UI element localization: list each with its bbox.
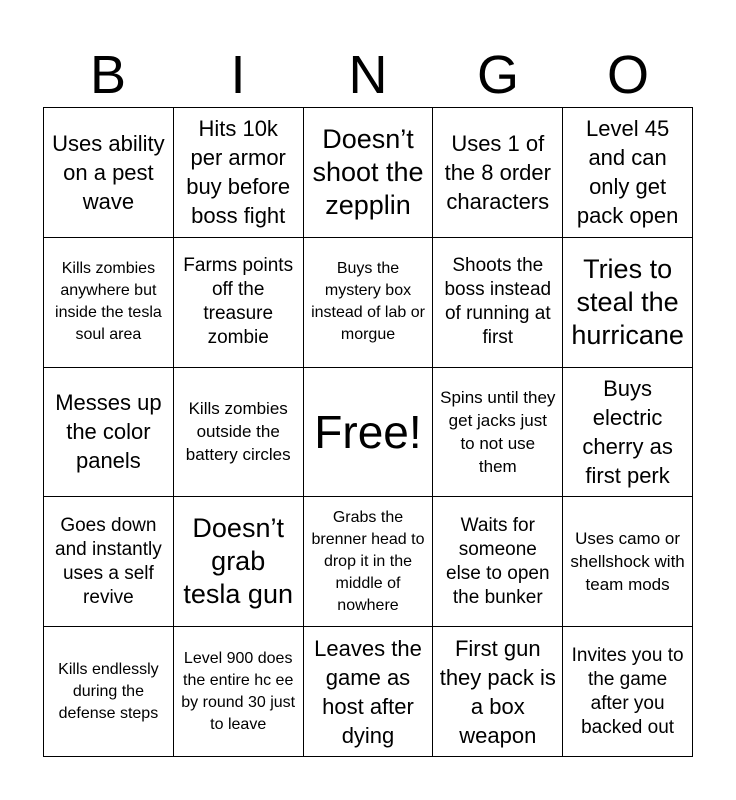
bingo-cell-r4c3[interactable]: [304, 497, 434, 627]
bingo-cell-r1c5[interactable]: [563, 108, 693, 238]
bingo-header: [43, 44, 693, 106]
bingo-cell-r4c1[interactable]: [44, 497, 174, 627]
bingo-cell-r4c2[interactable]: [174, 497, 304, 627]
cell-text: Hits 10k per armor buy before boss fight: [186, 116, 291, 229]
bingo-cell-r4c5[interactable]: [563, 497, 693, 627]
cell-text: Messes up the color panels: [55, 390, 162, 474]
header-letter-o: O: [606, 45, 649, 105]
cell-text: Buys the mystery box instead of lab or morgue: [311, 260, 425, 344]
bingo-cell-r2c1[interactable]: [44, 238, 174, 368]
cell-text: Leaves the game as host after dying: [314, 635, 422, 748]
header-letter-n: N: [348, 45, 388, 105]
cell-text: Uses ability on a pest wave: [52, 130, 165, 214]
cell-text: Doesn’t shoot the zepplin: [312, 123, 424, 220]
bingo-cell-r5c1[interactable]: [44, 627, 174, 757]
header-letter-g: G: [476, 45, 519, 105]
header-letter-b: B: [89, 45, 127, 105]
cell-text: Farms points off the treasure zombie: [183, 255, 294, 349]
cell-text: Doesn’t grab tesla gun: [183, 513, 293, 610]
header-letter-i: I: [230, 45, 246, 105]
bingo-cell-r1c2[interactable]: [174, 108, 304, 238]
bingo-cell-r1c4[interactable]: [433, 108, 563, 238]
cell-text: Invites you to the game after you backed out: [571, 644, 684, 738]
bingo-cell-r4c4[interactable]: [433, 497, 563, 627]
cell-text: Kills zombies anywhere but inside the tesla soul area: [55, 260, 162, 344]
cell-text: Level 900 does the entire hc ee by round 30 just to leave: [181, 649, 296, 733]
bingo-cell-r3c5[interactable]: [563, 368, 693, 498]
bingo-cell-r3c1[interactable]: [44, 368, 174, 498]
bingo-card-grid: [43, 107, 693, 757]
free-space-text: Free!: [314, 405, 422, 458]
cell-text: Level 45 and can only get pack open: [576, 116, 679, 229]
cell-text: Tries to steal the hurricane: [571, 253, 684, 350]
bingo-cell-r3c2[interactable]: [174, 368, 304, 498]
bingo-cell-r2c5[interactable]: [563, 238, 693, 368]
bingo-cell-r1c1[interactable]: [44, 108, 174, 238]
cell-text: First gun they pack is a box weapon: [439, 635, 556, 748]
cell-text: Waits for someone else to open the bunker: [446, 514, 550, 608]
bingo-cell-free-space[interactable]: [304, 368, 434, 498]
cell-text: Spins until they get jacks just to not use them: [440, 387, 556, 476]
bingo-cell-r2c3[interactable]: [304, 238, 434, 368]
bingo-cell-r3c4[interactable]: [433, 368, 563, 498]
cell-text: Shoots the boss instead of running at first: [444, 255, 552, 349]
bingo-cell-r1c3[interactable]: [304, 108, 434, 238]
cell-text: Kills endlessly during the defense steps: [58, 660, 159, 722]
bingo-cell-r5c5[interactable]: [563, 627, 693, 757]
cell-text: Goes down and instantly uses a self revive: [55, 514, 162, 608]
bingo-cell-r5c2[interactable]: [174, 627, 304, 757]
cell-text: Uses camo or shellshock with team mods: [570, 529, 685, 595]
cell-text: Uses 1 of the 8 order characters: [444, 130, 551, 214]
cell-text: Grabs the brenner head to drop it in the middle of nowhere: [311, 508, 425, 614]
bingo-cell-r2c2[interactable]: [174, 238, 304, 368]
cell-text: Buys electric cherry as first perk: [582, 375, 673, 488]
bingo-cell-r5c4[interactable]: [433, 627, 563, 757]
bingo-cell-r5c3[interactable]: [304, 627, 434, 757]
bingo-cell-r2c4[interactable]: [433, 238, 563, 368]
cell-text: Kills zombies outside the battery circles: [185, 399, 291, 465]
